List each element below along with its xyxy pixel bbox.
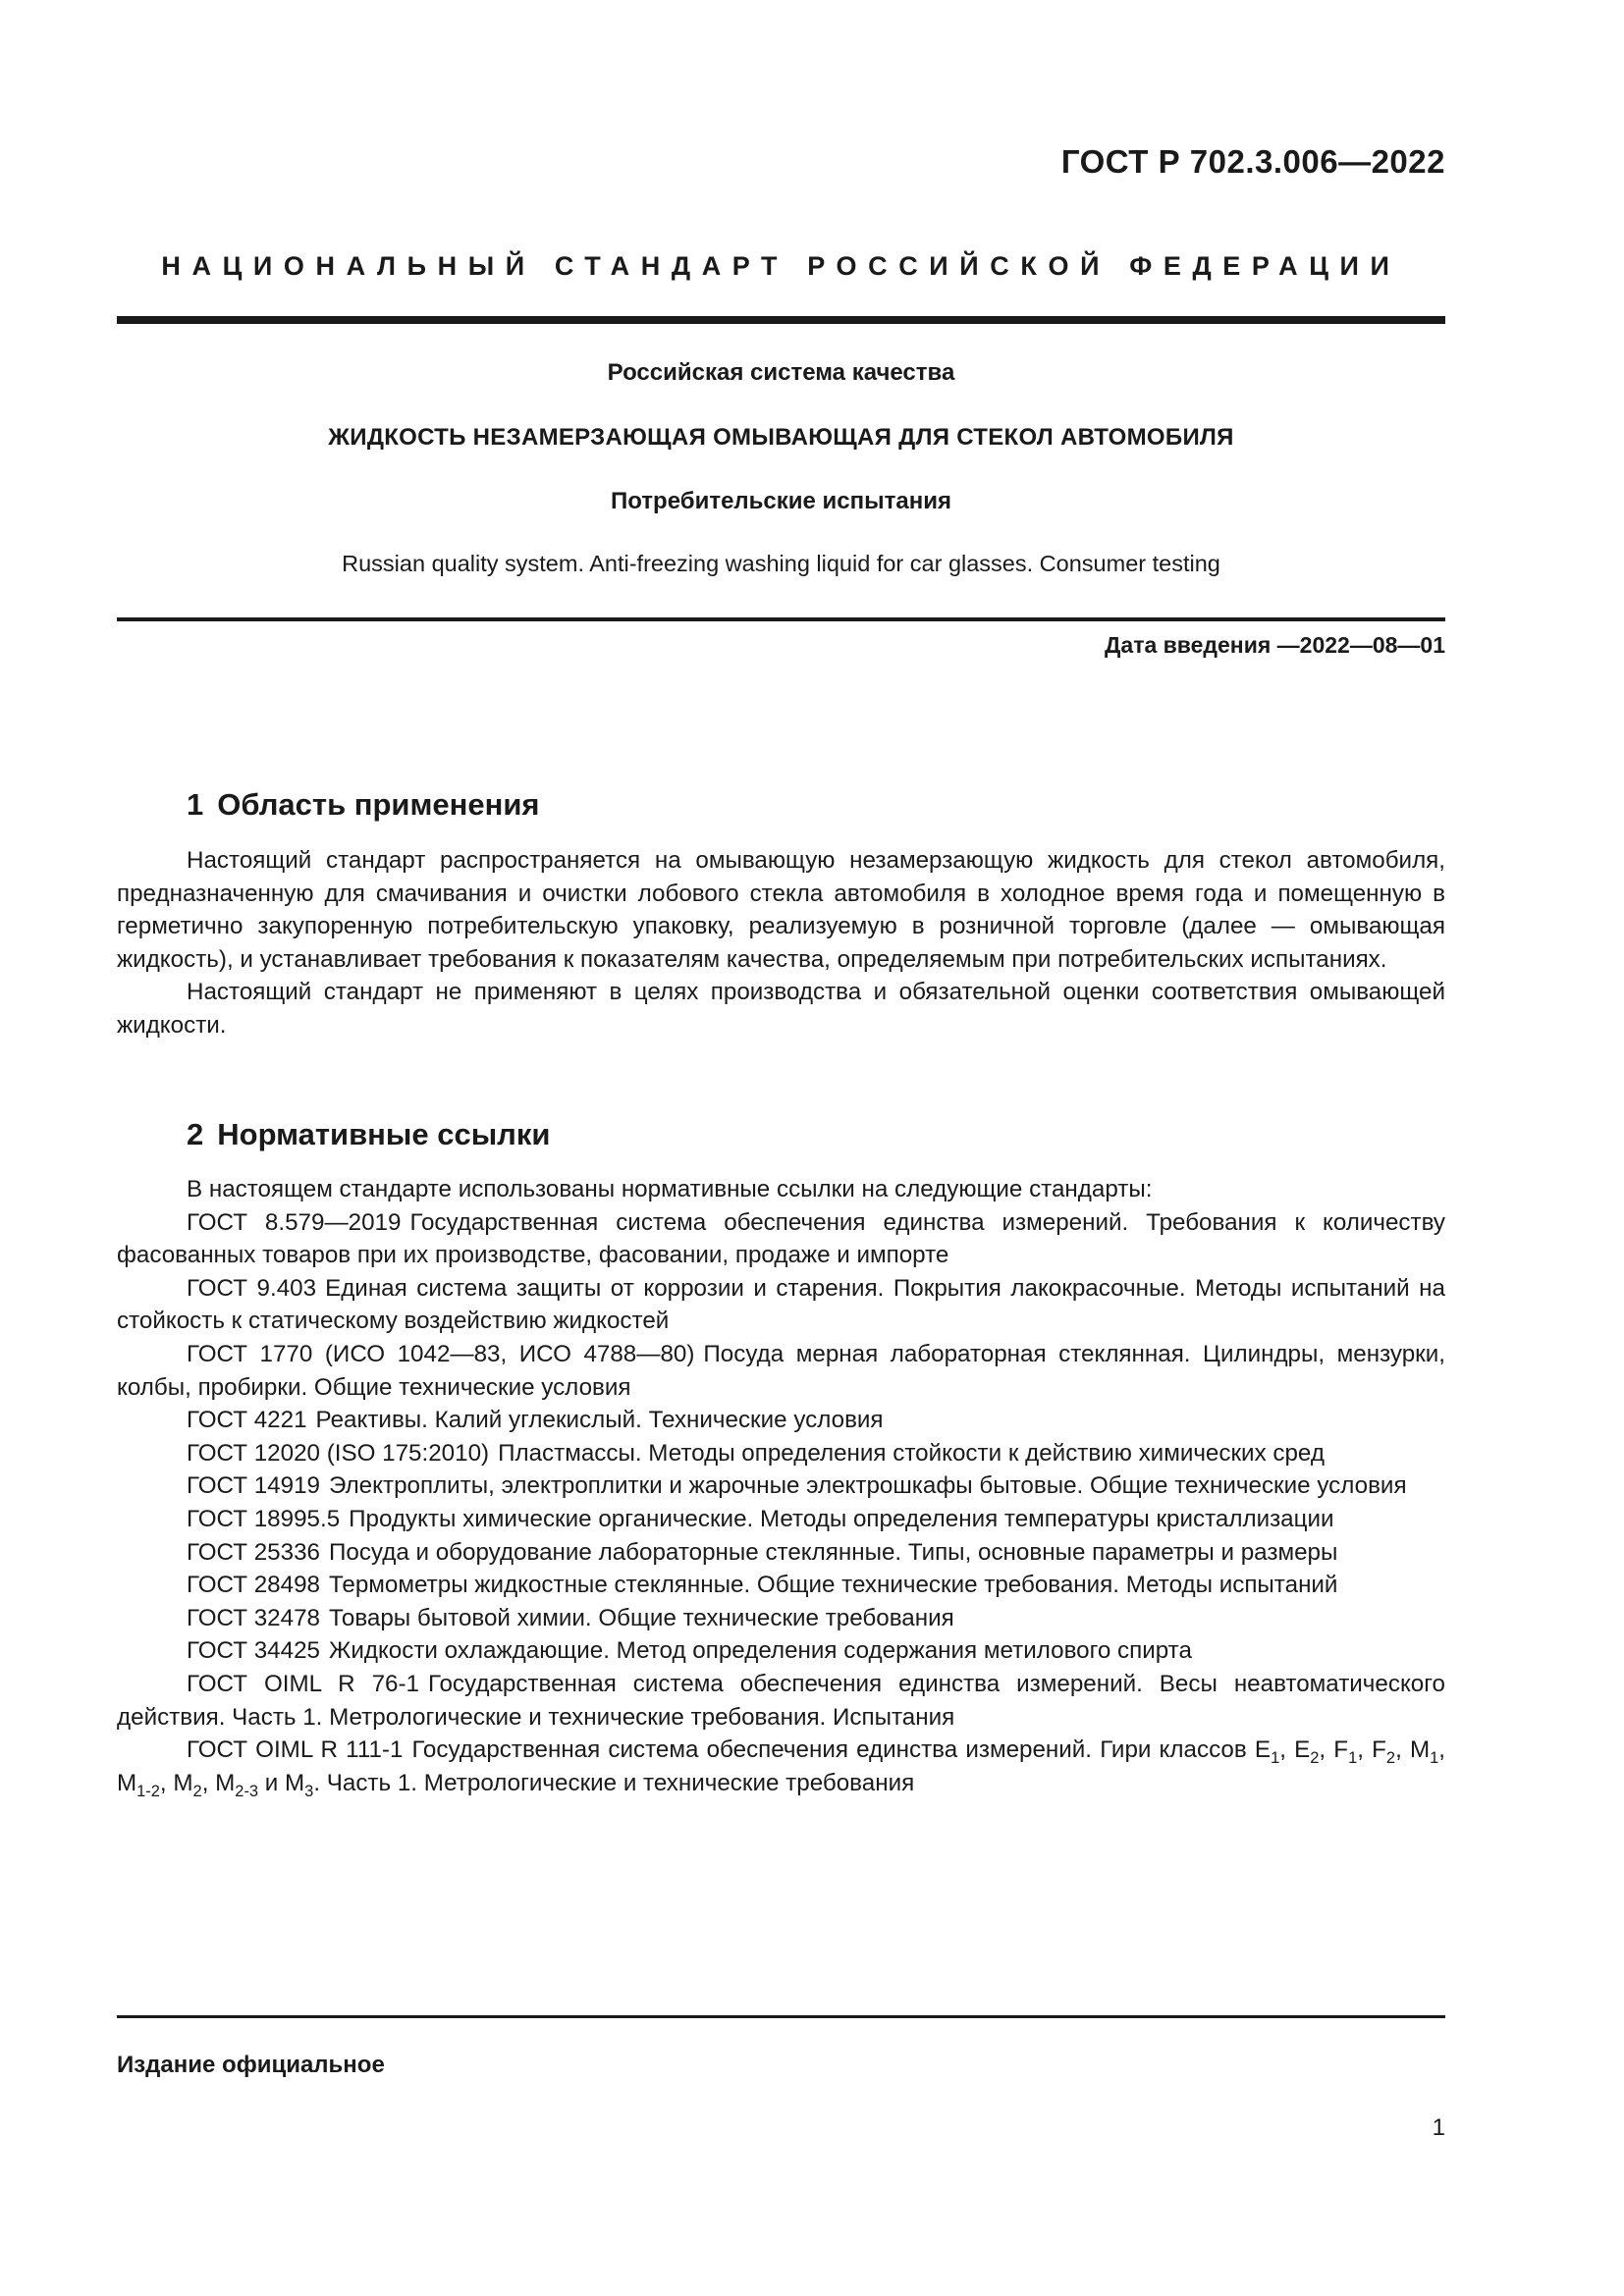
reference-list <box>117 1206 1445 1735</box>
quality-system-label: Российская система качества <box>607 359 955 386</box>
references-intro: В настоящем стандарте использованы нормативные ссылки на следующие стандарты: <box>187 1176 1153 1202</box>
section-1-title: Область применения <box>217 787 540 822</box>
section-1-paragraph: Настоящий стандарт не применяют в целях производства и обязательной оценки соответствия омывающей жидкости. <box>117 979 1445 1039</box>
section-1-paragraph: Настоящий стандарт распространяется на омывающую незамерзающую жидкость для стекол автомобиля, предназначенную для смачивания и очистки лобового стекла автомобиля в холодное время года и помещенную в герметично закупоренную потребительскую упаковку, реализуемую в розничной торговле (далее — омывающая жидкость), и устанавливает требования к показателям качества, определяемым при потребительских испытаниях. <box>117 847 1445 973</box>
reference-item <box>117 1503 1445 1536</box>
weight-class-subscript: 1 <box>1430 1748 1439 1767</box>
reference-code: ГОСТ 1770 (ИСО 1042—83, ИСО 4788—80) <box>187 1340 695 1367</box>
reference-code: ГОСТ 12020 (ISO 175:2010) <box>187 1439 490 1467</box>
section-2-number: 2 <box>187 1117 204 1151</box>
reference-text: Посуда мерная лабораторная стеклянная. Цилиндры, мензурки, колбы, пробирки. Общие технические условия <box>117 1340 1445 1401</box>
weight-class-separator: , <box>1357 1736 1373 1764</box>
weight-class-separator: , <box>201 1769 216 1796</box>
weight-class-letter: F <box>1372 1736 1386 1764</box>
reference-item <box>117 1634 1445 1668</box>
footer-rule <box>117 2015 1445 2018</box>
reference-item <box>117 1437 1445 1470</box>
reference-item <box>117 1272 1445 1338</box>
reference-code: ГОСТ OIML R 76-1 <box>187 1670 419 1697</box>
weight-class-subscript: 1 <box>1348 1748 1358 1767</box>
weight-class-subscript: 1-2 <box>136 1782 160 1800</box>
national-standard-title: НАЦИОНАЛЬНЫЙ СТАНДАРТ РОССИЙСКОЙ ФЕДЕРАЦИИ <box>161 251 1401 281</box>
official-edition-label: Издание официальное <box>117 2052 385 2078</box>
reference-code: ГОСТ OIML R 111-1 <box>187 1736 404 1764</box>
reference-item <box>117 1569 1445 1602</box>
weight-class-separator: , <box>159 1769 174 1796</box>
reference-text: Пластмассы. Методы определения стойкости к действию химических сред <box>498 1439 1325 1467</box>
weight-class-separator: , <box>1395 1736 1410 1764</box>
weight-class-subscript: 2 <box>192 1782 202 1800</box>
weight-class-subscript: 2-3 <box>235 1782 259 1800</box>
weight-class-subscript: 2 <box>1310 1748 1320 1767</box>
reference-item <box>117 1536 1445 1570</box>
reference-item <box>117 1206 1445 1272</box>
reference-item <box>117 1469 1445 1503</box>
reference-item <box>117 1338 1445 1404</box>
document-title: ЖИДКОСТЬ НЕЗАМЕРЗАЮЩАЯ ОМЫВАЮЩАЯ ДЛЯ СТЕКОЛ АВТОМОБИЛЯ <box>328 424 1234 451</box>
reference-code: ГОСТ 25336 <box>187 1538 320 1566</box>
reference-text: Товары бытовой химии. Общие технические требования <box>328 1604 954 1631</box>
weight-class-letter: E <box>1254 1736 1272 1764</box>
section-1-heading <box>187 787 540 823</box>
reference-code: ГОСТ 14919 <box>187 1472 320 1500</box>
weight-class-separator: и <box>258 1769 286 1796</box>
weight-class-subscript: 1 <box>1271 1748 1280 1767</box>
reference-text: Государственная система обеспечения единства измерений. Требования к количеству фасованных товаров при их производстве, фасовании, продаже и импорте <box>117 1208 1446 1269</box>
weight-class-letter: E <box>1294 1736 1311 1764</box>
title-rule <box>117 617 1445 621</box>
reference-code: ГОСТ 9.403 <box>187 1274 317 1302</box>
header-rule <box>117 316 1445 324</box>
reference-text: Продукты химические органические. Методы определения температуры кристаллизации <box>349 1505 1334 1532</box>
reference-text: Государственная система обеспечения единства измерений. Весы неавтоматического действия. Часть 1. Метрологические и технические требования. Испытания <box>117 1670 1445 1731</box>
weight-class-letter: M <box>1409 1736 1431 1764</box>
section-1-body <box>117 844 1445 1042</box>
section-2-title: Нормативные ссылки <box>217 1117 551 1151</box>
weight-class-separator: , <box>1279 1736 1295 1764</box>
reference-code: ГОСТ 8.579—2019 <box>187 1208 402 1236</box>
reference-text: Посуда и оборудование лабораторные стеклянные. Типы, основные параметры и размеры <box>328 1538 1338 1566</box>
section-2-body <box>117 1173 1445 1799</box>
reference-item <box>117 1404 1445 1437</box>
reference-code: ГОСТ 32478 <box>187 1604 320 1631</box>
reference-text: Термометры жидкостные стеклянные. Общие технические требования. Методы испытаний <box>328 1572 1338 1599</box>
reference-code: ГОСТ 18995.5 <box>187 1505 341 1532</box>
standard-number: ГОСТ Р 702.3.006—2022 <box>1060 143 1445 180</box>
reference-code: ГОСТ 34425 <box>187 1637 320 1665</box>
weight-class-letter: M <box>173 1769 193 1796</box>
weight-class-separator: , <box>1438 1736 1445 1764</box>
reference-text: Жидкости охлаждающие. Метод определения содержания метилового спирта <box>328 1637 1192 1665</box>
document-subtitle: Потребительские испытания <box>610 488 951 514</box>
weight-class-letter: M <box>117 1769 137 1796</box>
reference-text: Реактивы. Калий углекислый. Технические условия <box>315 1407 884 1434</box>
english-title: Russian quality system. Anti-freezing washing liquid for car glasses. Consumer testing <box>342 551 1220 576</box>
reference-text: Единая система защиты от коррозии и старения. Покрытия лакокрасочные. Методы испытаний на стойкость к статическому воздействию жидкостей <box>117 1274 1445 1335</box>
section-2-heading <box>187 1117 550 1152</box>
weight-class-separator: , <box>1319 1736 1334 1764</box>
introduction-date: Дата введения —2022—08—01 <box>1105 632 1445 658</box>
reference-item <box>117 1602 1445 1635</box>
weight-class-subscript: 3 <box>304 1782 314 1800</box>
reference-text: Электроплиты, электроплитки и жарочные электрошкафы бытовые. Общие технические условия <box>328 1472 1407 1500</box>
weight-class-subscript: 2 <box>1385 1748 1396 1767</box>
reference-item <box>117 1734 1445 1799</box>
reference-code: ГОСТ 4221 <box>187 1407 307 1434</box>
section-1-number: 1 <box>187 787 204 822</box>
reference-text: Государственная система обеспечения единства измерений. Гири классов <box>411 1736 1247 1764</box>
weight-class-letter: M <box>215 1769 236 1796</box>
weight-class-letter: F <box>1333 1736 1349 1764</box>
reference-item <box>117 1668 1445 1734</box>
reference-code: ГОСТ 28498 <box>187 1572 320 1599</box>
page-number: 1 <box>1432 2114 1445 2141</box>
weight-class-letter: M <box>285 1769 305 1796</box>
reference-text-end: . Часть 1. Метрологические и технические требования <box>313 1769 915 1796</box>
